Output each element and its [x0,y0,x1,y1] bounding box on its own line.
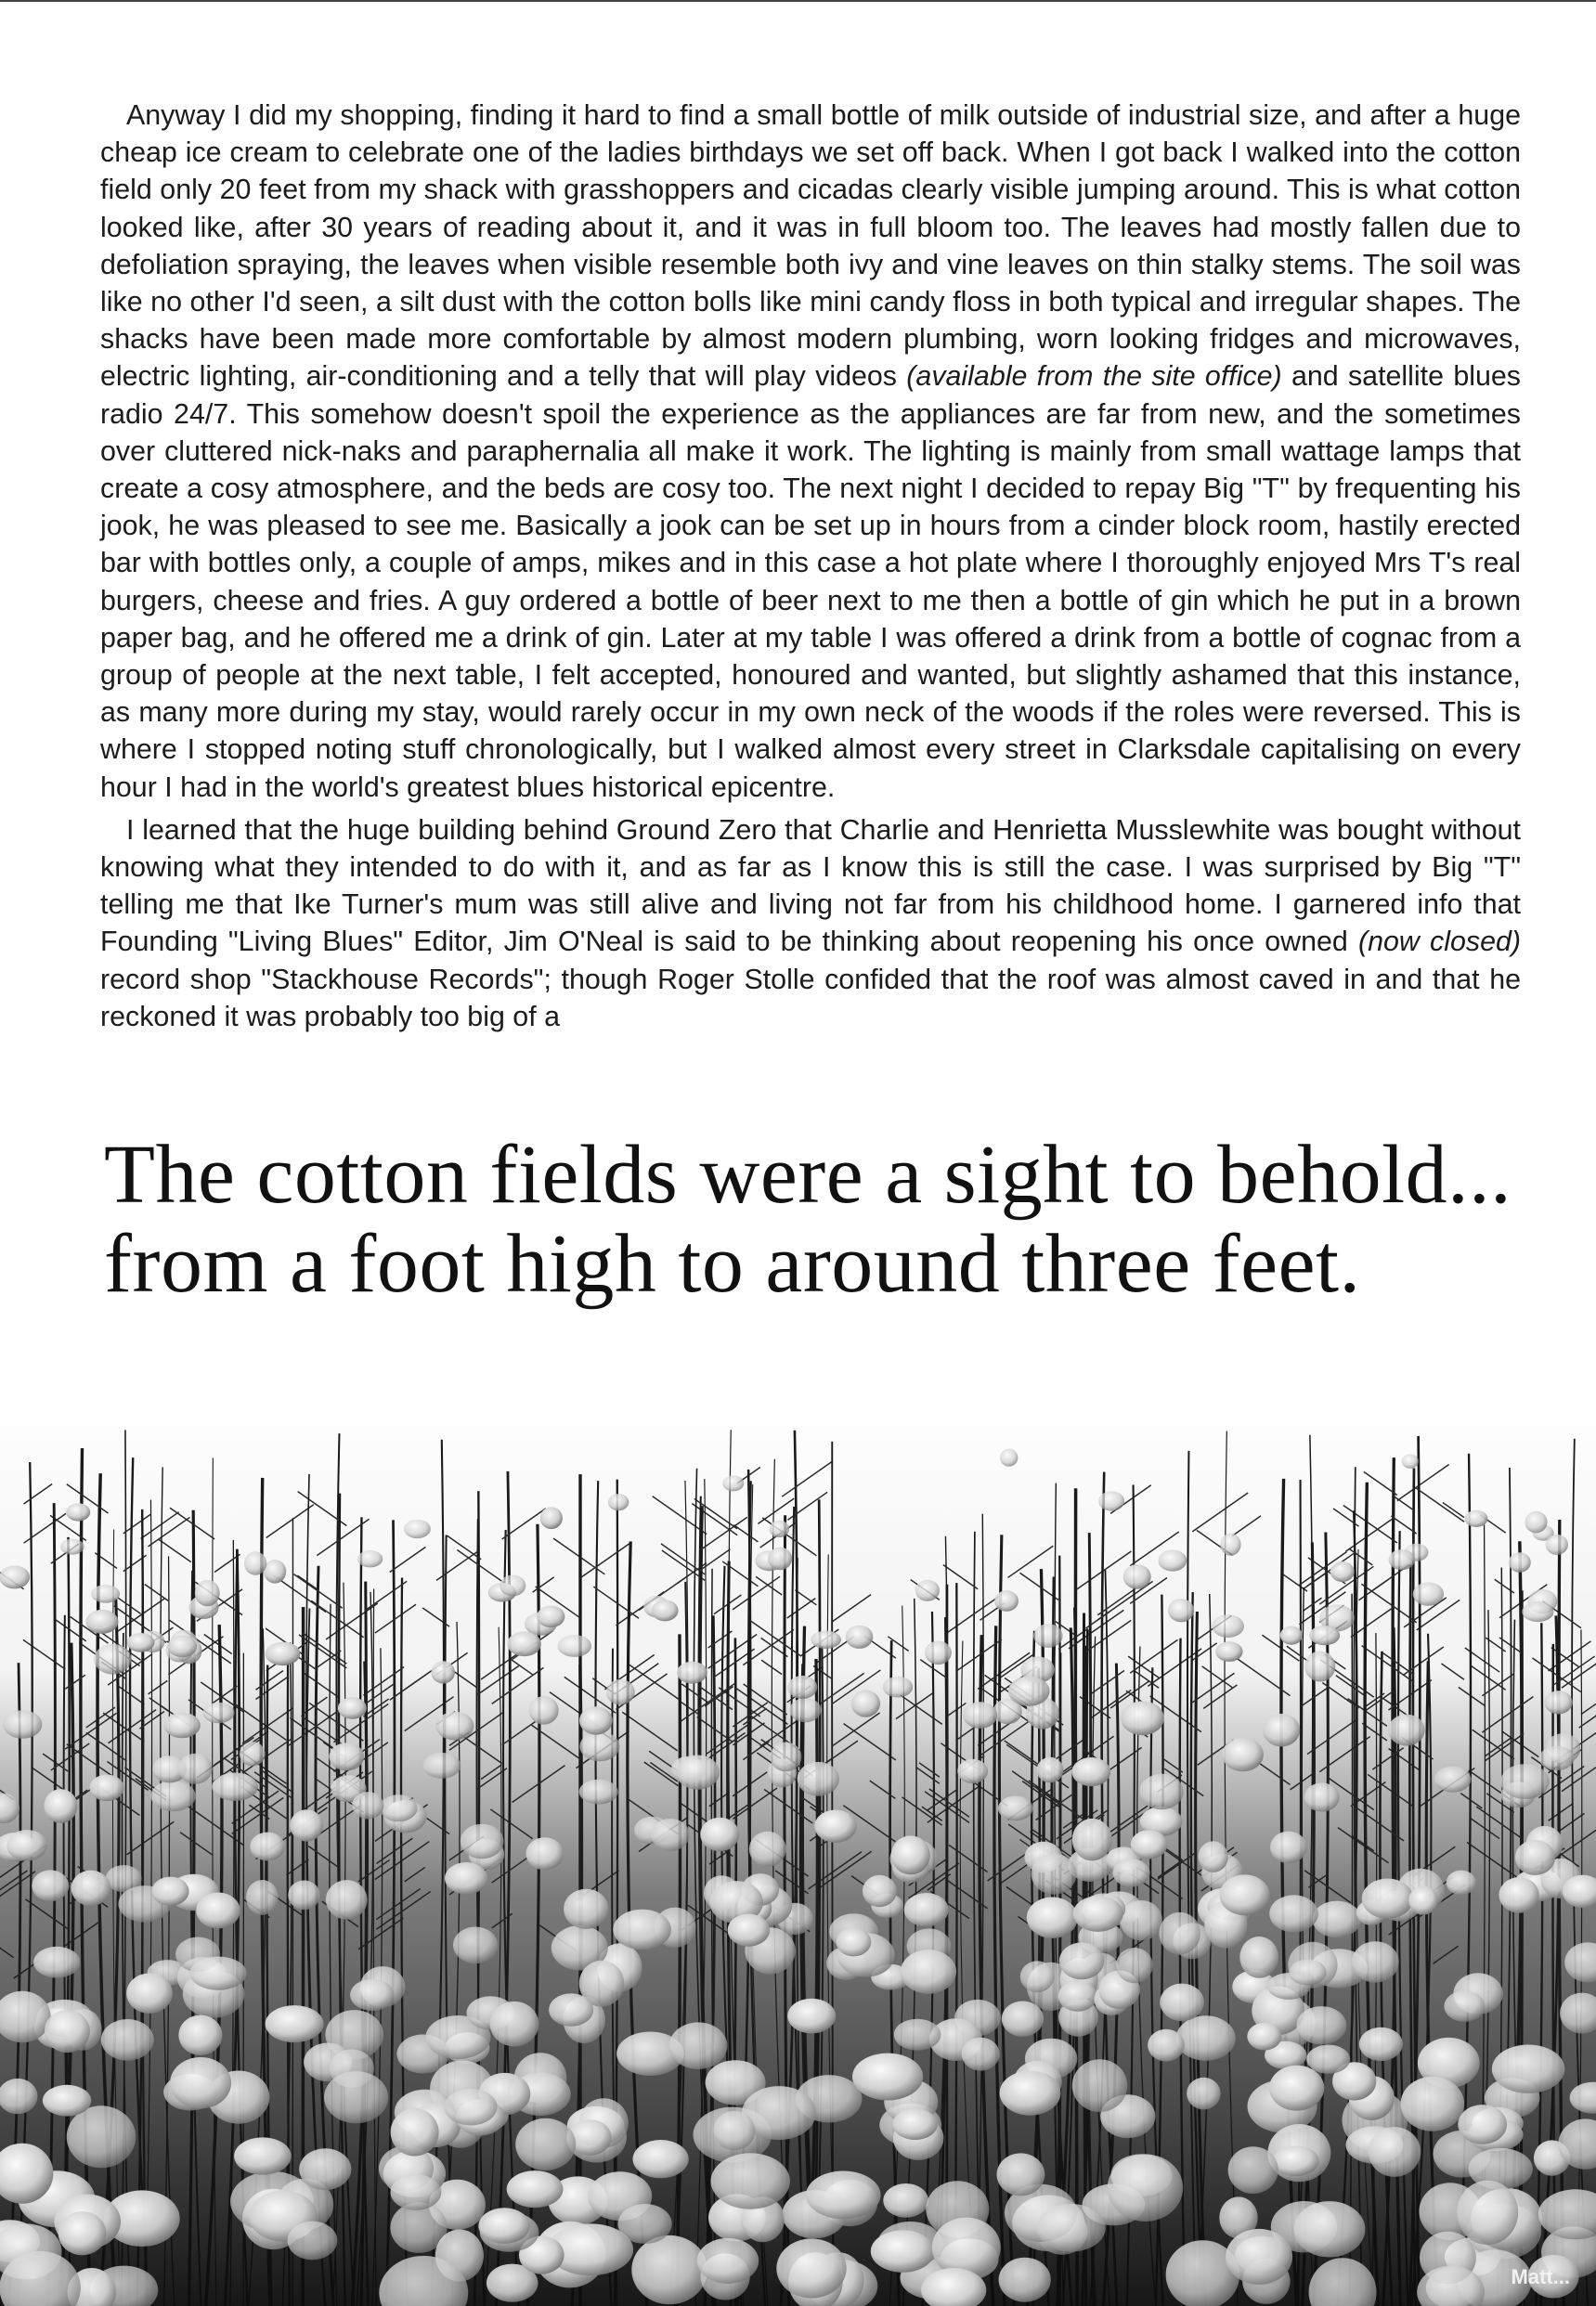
cotton-boll [676,1755,720,1790]
cotton-boll [851,1691,880,1717]
cotton-boll [490,2002,539,2047]
cotton-boll [1330,1561,1355,1582]
cotton-boll [549,1993,593,2026]
cotton-boll [126,1974,173,2014]
cotton-boll [997,2153,1045,2196]
cotton-field-photo [0,1393,1596,2306]
cotton-boll [1000,2071,1061,2116]
cotton-field-image [0,1393,1596,2306]
cotton-boll [631,2235,707,2304]
cotton-boll [1008,1677,1050,1706]
cotton-boll [288,1881,319,1911]
article-body [100,97,1521,1035]
cotton-boll [250,1833,285,1861]
cotton-boll [246,1880,279,1915]
cotton-boll [66,1503,90,1521]
cotton-boll [290,1809,323,1841]
cotton-boll [1247,2023,1281,2051]
cotton-boll [891,1835,930,1874]
cotton-boll [196,1893,240,1929]
text-segment: (now closed) [1357,926,1521,958]
cotton-boll [697,2238,759,2284]
cotton-boll [1296,2006,1346,2044]
cotton-boll [540,1507,563,1529]
cotton-boll [1515,1840,1555,1875]
cotton-boll [537,1606,564,1628]
cotton-boll [150,1781,195,1811]
cotton-boll [1408,1886,1437,1915]
cotton-boll [423,1753,461,1779]
cotton-boll [669,2022,728,2069]
cotton-boll [167,1636,197,1658]
cotton-boll [1539,1746,1575,1770]
cotton-boll [814,1810,856,1843]
cotton-boll [1401,2077,1465,2131]
cotton-boll [1123,1564,1151,1589]
cotton-boll [1121,1701,1164,1735]
pull-quote [104,1131,1552,1309]
article-paragraph-1 [100,97,1521,806]
cotton-boll [1037,2204,1106,2252]
cotton-boll [1072,2059,1128,2112]
cotton-boll [789,1698,821,1722]
cotton-boll [1362,1879,1413,1919]
cotton-boll [564,1889,608,1929]
cotton-boll [94,1644,131,1675]
cotton-boll [871,2230,935,2272]
cotton-boll [1270,1832,1307,1864]
cotton-boll [894,2019,941,2051]
cotton-boll [329,1742,364,1770]
cotton-boll [651,1819,690,1851]
cotton-boll [579,1780,618,1805]
cotton-boll [608,1494,629,1510]
cotton-boll [0,1565,30,1588]
cotton-boll [391,2108,439,2156]
cotton-boll [431,1661,455,1683]
cotton-boll [963,1702,997,1729]
cotton-boll [1159,1549,1187,1571]
cotton-boll [1071,1757,1110,1786]
photo-credit: Matt... [1511,2265,1570,2288]
cotton-boll [1499,1877,1538,1913]
cotton-boll [266,1642,301,1665]
cotton-boll [6,1830,47,1861]
cotton-boll [1000,1449,1018,1467]
text-segment: record shop "Stackhouse Records"; though Roger Stolle confided that the roof was almost caved in and that he reckoned it was probably too big of a [100,963,1521,1032]
cotton-boll [404,1520,431,1538]
cotton-boll [507,2170,564,2208]
cotton-boll [901,1950,956,1994]
cotton-boll [633,2140,689,2178]
cotton-boll [1546,1535,1568,1555]
cotton-boll [728,1914,770,1947]
cotton-boll [1369,2127,1421,2177]
cotton-boll [606,1679,635,1705]
cotton-boll [3,1710,42,1739]
cotton-boll [1263,1714,1300,1747]
cotton-boll [776,2238,846,2298]
cotton-boll [806,2171,881,2220]
cotton-boll [1280,1626,1303,1645]
cotton-boll [1073,1896,1123,1932]
cotton-boll [43,2085,91,2117]
cotton-boll [1313,1901,1362,1938]
cotton-boll [1293,2201,1365,2257]
cotton-boll [1544,1691,1572,1714]
cotton-boll [1222,1738,1264,1772]
cotton-boll [863,1875,897,1907]
cotton-boll [1273,2146,1319,2177]
cotton-boll [90,1775,124,1802]
cotton-boll [1058,1981,1097,2012]
cotton-boll [445,1862,487,1895]
cotton-boll [1176,2015,1236,2061]
cotton-boll [770,1742,801,1772]
cotton-boll [244,1551,266,1574]
cotton-boll [202,1703,234,1723]
cotton-boll [529,1696,559,1725]
cotton-boll [1212,1614,1244,1638]
cotton-boll [67,2105,136,2168]
cotton-boll [994,1590,1019,1612]
cotton-boll [234,2137,292,2174]
cotton-boll [1199,1841,1228,1872]
cotton-boll [1444,1991,1485,2022]
cotton-boll [1289,1960,1326,1986]
cotton-boll [1447,1871,1476,1896]
cotton-boll [558,1635,592,1657]
cotton-boll [852,2053,923,2101]
cotton-boll [500,1575,526,1597]
cotton-boll [266,2005,324,2042]
cotton-boll [264,1560,286,1584]
cotton-boll [1413,1582,1444,1605]
cotton-boll [1187,2078,1221,2110]
cotton-boll [722,1475,744,1491]
cotton-boll [60,1539,84,1555]
cotton-boll [846,1626,874,1649]
cotton-boll [1220,1874,1270,1915]
cotton-boll [444,2089,497,2126]
cotton-boll [380,1794,418,1821]
cotton-boll [91,1585,120,1603]
cotton-boll [151,1877,188,1906]
cotton-boll [892,2108,937,2140]
cotton-boll [515,2118,576,2170]
cotton-boll [787,1999,836,2034]
cotton-boll [1037,1757,1064,1783]
cotton-boll [1389,1549,1415,1570]
cotton-boll [1402,1454,1419,1468]
cotton-boll [711,2153,790,2209]
cotton-boll [1116,1948,1153,1983]
cotton-boll [1131,1830,1168,1859]
cotton-boll [677,1662,707,1684]
cotton-boll [526,1837,564,1870]
cotton-boll [1434,1767,1472,1793]
cotton-boll [957,1759,988,1783]
cotton-boll [811,1631,841,1649]
cotton-boll [58,2211,107,2255]
cotton-boll [32,1870,69,1901]
cotton-boll [170,2057,231,2108]
cotton-boll [1388,1715,1425,1746]
cotton-boll [1522,1601,1553,1622]
cotton-boll [71,1871,110,1907]
cotton-boll [749,1832,786,1867]
cotton-boll [178,2015,222,2055]
cotton-boll [579,1731,619,1761]
cotton-boll [1220,1534,1240,1556]
cotton-boll [299,2148,351,2190]
cotton-boll [189,1957,246,1990]
cotton-boll [461,1824,504,1859]
cotton-boll [45,2010,90,2053]
article-paragraph-2 [100,811,1521,1035]
cotton-boll [1458,2105,1507,2144]
cotton-boll [86,1610,119,1634]
cotton-boll [1309,1626,1340,1645]
cotton-boll [714,2111,756,2150]
cotton-boll [1160,1984,1204,2022]
text-segment: Anyway I did my shopping, finding it hard to find a small bottle of milk outside of industrial size, and after a huge cheap ice cream to celebrate one of the ladies birthdays we set off back. When I got back I walked into the cotton field only 20 feet from my shack with grasshoppers and cicadas clearly visible jumping around. This is what cotton looked like, after 30 years of reading about it, and it was in full bloom too. The leaves had mostly fallen due to defoliation spraying, the leaves when visible resemble both ivy and vine leaves on thin stalky stems. The soil was like no other I'd seen, a silt dust with the cotton bolls like mini candy floss in both typical and irregular shapes. The shacks have been made more comfortable by almost modern plumbing, worn looking fridges and microwaves, electric lighting, air-conditioning and a telly that will play videos [100,99,1521,393]
cotton-boll [768,1548,792,1571]
text-segment: I learned that the huge building behind Ground Zero that Charlie and Henrietta Musslewhite was bought without knowing what they intended to do with it, and as far as I know this is still the case. I was surprised by Big "T" telling me that Ike Turner's mum was still alive and living not far from his childhood home. I garnered info that Founding "Living Blues" Editor, Jim O'Neal is said to be thinking about reopening his once owned [100,813,1521,958]
cotton-boll [883,1677,913,1698]
cotton-boll [350,1979,394,2011]
cotton-boll [1500,1764,1550,1799]
cotton-boll [288,2222,338,2261]
cotton-boll [1215,1641,1242,1662]
cotton-boll [391,2174,442,2210]
cotton-boll [1108,2154,1183,2222]
cotton-boll [44,1789,77,1823]
text-segment: and satellite blues radio 24/7. This somehow doesn't spoil the experience as the appliances are far from new, and the sometimes over cluttered nick-naks and paraphernalia all make it work. The lighting is mainly from small wattage lamps that create a cosy atmosphere, and the beds are cosy too. The next night I decided to repay Big "T" by frequenting his jook, he was pleased to see me. Basically a jook can be set up in hours from a cinder block room, hastily erected bar with bottles only, a couple of amps, mikes and in this case a hot plate where I thoroughly enjoyed Mrs T's real burgers, cheese and fries. A guy ordered a bottle of beer next to me then a bottle of gin which he put in a brown paper bag, and he offered me a drink of gin. Later at my table I was offered a drink from a bottle of cognac from a group of people at the next table, I felt accepted, honoured and wanted, but slightly ashamed that this instance, as many more during my stay, would rarely occur in my own neck of the woods if the roles were reversed. This is where I stopped noting stuff chronologically, but I walked almost every street in Clarksdale capitalising on every hour I had in the world's greatest blues historical epicentre. [100,360,1521,803]
cotton-boll [164,1713,201,1739]
cotton-boll [1509,1552,1531,1573]
top-rule [0,0,1596,2]
text-segment: (available from the site office) [906,360,1282,393]
cotton-boll [324,2071,388,2123]
cotton-boll [904,1893,949,1926]
cotton-boll [770,1521,790,1537]
cotton-boll [1148,2029,1185,2062]
cotton-boll [837,1928,872,1957]
cotton-boll [1269,2066,1324,2111]
cotton-boll [915,1580,940,1601]
cotton-boll [1352,1941,1399,1982]
cotton-boll [478,2208,529,2244]
cotton-boll [1228,2146,1278,2194]
cotton-boll [1226,2229,1292,2285]
cotton-boll [1359,2027,1403,2061]
cotton-boll [1033,1624,1063,1648]
cotton-boll [1120,1900,1162,1940]
cotton-boll [1457,2181,1518,2245]
pull-quote-line-2: from a foot high to around three feet. [104,1218,1361,1310]
cotton-boll [700,1818,739,1852]
cotton-boll [1304,1652,1335,1682]
cotton-boll [127,1633,155,1652]
cotton-boll [1304,1783,1340,1812]
cotton-boll [962,2038,1000,2071]
cotton-boll [212,1773,258,1801]
cotton-boll [178,1754,213,1784]
cotton-boll [618,2204,672,2244]
cotton-boll [1159,1912,1200,1954]
cotton-boll [435,1712,474,1741]
cotton-boll [1465,1510,1488,1527]
cotton-boll [579,1706,613,1734]
cotton-boll [1239,1937,1278,1978]
cotton-boll [998,1796,1033,1821]
cotton-boll [1113,1859,1150,1886]
cotton-boll [652,1600,679,1621]
cotton-boll [1306,2045,1350,2074]
cotton-boll [798,1762,839,1796]
cotton-boll [1027,1898,1078,1938]
cotton-boll [338,1697,367,1719]
cotton-boll [1072,1819,1112,1860]
cotton-boll [1492,2045,1565,2093]
cotton-boll [1269,1895,1318,1932]
cotton-boll [326,1880,368,1920]
pull-quote-line-1: The cotton fields were a sight to behold... [104,1129,1512,1221]
cotton-boll [883,2183,928,2218]
cotton-boll [507,1631,541,1656]
cotton-boll [240,1742,266,1766]
cotton-boll [925,1641,952,1665]
cotton-boll [357,1550,383,1567]
cotton-boll [195,1580,220,1606]
cotton-boll [1098,1491,1124,1510]
cotton-boll [101,2019,154,2061]
cotton-boll [787,1676,817,1699]
cotton-boll [1168,1599,1194,1622]
cotton-boll [453,1927,498,1964]
cotton-boll [1059,1942,1104,1979]
cotton-boll [613,1910,671,1950]
cotton-boll [1140,1774,1184,1810]
cotton-boll [1032,1854,1077,1895]
cotton-boll [352,1792,383,1819]
cotton-boll [932,2218,1001,2278]
cotton-boll [999,2258,1051,2302]
cotton-boll [1020,1961,1055,1992]
cotton-boll [1002,2002,1044,2037]
cotton-boll [1525,1511,1547,1534]
cotton-boll [33,1947,80,1978]
